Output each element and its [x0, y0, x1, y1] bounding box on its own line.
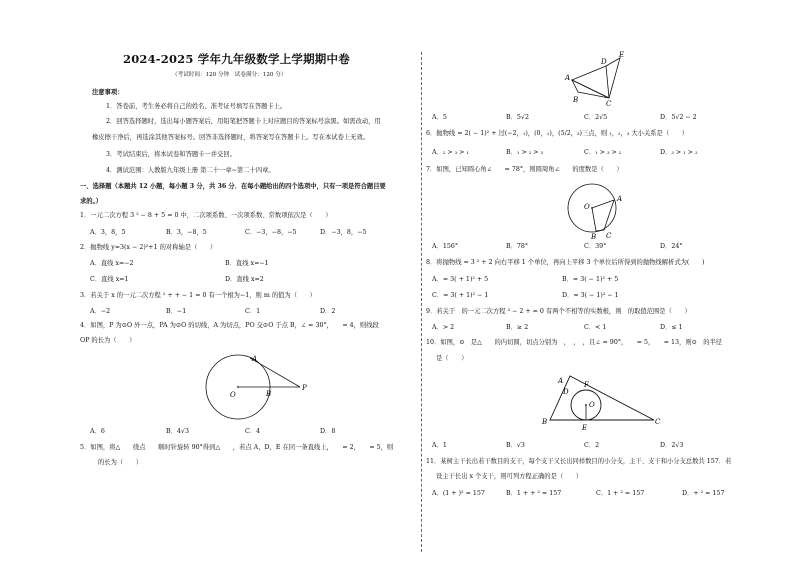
q5-label-b: B: [573, 96, 579, 104]
q7-central-angle: [592, 200, 614, 231]
q7-center-dot: [591, 207, 593, 209]
q2-option-b[interactable]: B．直线 x=−1: [225, 260, 269, 267]
q10-label-c: C: [655, 418, 661, 426]
q1-option-c[interactable]: C．−3，−8，−5: [245, 229, 297, 236]
q5-label-a: A: [565, 74, 571, 82]
q3-option-c[interactable]: C．1: [245, 308, 261, 315]
q2-stem: 2．抛物线 y=3(x − 2)²+1 的对称轴是（ ）: [80, 244, 217, 251]
q6-option-b[interactable]: B．₁ > ₂ > ₃: [506, 149, 544, 156]
note-item-2-cont: 橡皮擦干净后，再选涂其他答案标号。回答非选择题时，将答案写在答题卡上。写在本试卷上无效。: [92, 134, 370, 141]
exam-title: 2024-2025 学年九年级数学上学期期中卷: [123, 52, 350, 66]
q4-option-c[interactable]: C．4: [245, 428, 261, 435]
q4-option-b[interactable]: B．4√3: [166, 428, 189, 435]
q11-option-c[interactable]: C．1 + ² = 157: [596, 490, 645, 497]
q4-label-b: B: [266, 390, 272, 398]
q7-figure: [562, 178, 628, 240]
q7-label-o: O: [584, 203, 590, 211]
q1-option-d[interactable]: D．−3，8，−5: [320, 229, 367, 236]
q7-inscribed-angle: [596, 200, 614, 231]
q11-stem: 11．某树主干长出若干数目的支干，每个支干又长出同样数目的小分支，主干、支干和小分支总数共 157．若: [426, 458, 732, 465]
q5-figure: [564, 50, 654, 108]
q5-label-d: D: [601, 58, 607, 66]
q4-option-d[interactable]: D．8: [320, 428, 336, 435]
q4-stem-cont: OP 的长为（ ）: [80, 337, 136, 344]
q2-option-d[interactable]: D．直线 x=2: [225, 276, 264, 283]
q10-label-d: D: [563, 388, 569, 396]
q10-option-a[interactable]: A．1: [432, 442, 447, 449]
q4-stem: 4．如图，P 为⊙O 外一点，PA 为⊙O 的切线，A 为切点，PO 交⊙O 于点 B，∠ = 30°， = 4，则线段: [80, 322, 379, 329]
q3-stem: 3．若关于 x 的一元二次方程 ² + + − 1 = 0 有一个根为−1，则 m 的值为（ ）: [80, 292, 316, 299]
q3-option-a[interactable]: A．−2: [90, 308, 111, 315]
q8-option-a[interactable]: A．= 3( + 1)² + 5: [432, 276, 489, 283]
q3-option-d[interactable]: D．2: [320, 308, 336, 315]
q8-option-d[interactable]: D．= 3( − 1)² − 1: [562, 292, 619, 299]
q5-line-dc: [606, 66, 609, 98]
q4-label-o: O: [230, 391, 236, 399]
column-divider: [421, 52, 422, 552]
q4-figure: [198, 352, 318, 424]
left-column: [80, 0, 418, 561]
q6-option-d[interactable]: D．₃ > ₁ > ₂: [660, 149, 698, 156]
q1-option-b[interactable]: B．3，−8，5: [166, 229, 207, 236]
note-item-2: 2．回答选择题时，选出每小题答案后，用铅笔把答题卡上对应题目的答案标号涂黑。如需改动，用: [106, 118, 381, 125]
q10-option-c[interactable]: C．2: [584, 442, 600, 449]
q10-figure: [536, 362, 662, 434]
note-item-4: 4．测试范围：人教版九年级上册 第二十一章~第二十四章。: [106, 167, 275, 174]
q5-option-d[interactable]: D．5√2 − 2: [660, 114, 697, 121]
q10-option-d[interactable]: D．2√3: [660, 442, 684, 449]
q2-option-a[interactable]: A．直线 x=−2: [90, 260, 134, 267]
q5-label-e: E: [619, 51, 625, 59]
section1-heading-cont: 求的。）: [80, 198, 103, 205]
section1-heading: 一、选择题（本题共 12 小题，每小题 3 分，共 36 分．在每小题给出的四个选项中，只有一项是符合题目要: [80, 183, 386, 190]
q7-stem: 7．如图，已知圆心角∠ = 78°，则圆周角∠ 的度数是（ ）: [426, 166, 623, 173]
q11-option-a[interactable]: A．(1 + )² = 157: [432, 490, 485, 497]
q10-label-b: B: [542, 418, 548, 426]
q6-option-a[interactable]: A．₂ > ₃ > ₁: [432, 149, 469, 156]
q7-option-d[interactable]: D．24°: [660, 243, 683, 250]
q10-stem-cont: 是（ ）: [436, 355, 468, 362]
q5-option-b[interactable]: B．5√2: [506, 114, 529, 121]
q8-stem: 8．将抛物线 = 3 ² + 2 向右平移 1 个单位，再向上平移 3 个单位后所得到的抛物线解析式为( ): [426, 259, 705, 266]
q10-center-dot: [585, 404, 587, 406]
q8-option-c[interactable]: C．= 3( + 1)² − 1: [432, 292, 489, 299]
q9-stem: 9．若关于 的一元二次方程 ² − 2 + = 0 有两个不相等的实数根，则 的取值范围是（ ）: [426, 308, 691, 315]
q7-label-a: A: [617, 195, 623, 203]
q4-label-p: P: [302, 384, 307, 392]
q4-label-a: A: [252, 355, 258, 363]
q7-option-b[interactable]: B．78°: [506, 243, 529, 250]
q10-triangle: [550, 376, 654, 420]
q10-label-f: F: [584, 381, 589, 389]
q4-center-dot: [237, 386, 239, 388]
note-item-3: 3．考试结束后，将本试卷和答题卡一并交回。: [106, 151, 236, 158]
q4-option-a[interactable]: A．6: [90, 428, 105, 435]
exam-subtitle: （考试时间：120 分钟 试卷满分：120 分）: [172, 72, 287, 78]
q1-stem: 1．一元二次方程 3 ² − 8 + 5 = 0 中，二次项系数、一次项系数、常数项依次是（ ）: [80, 212, 332, 219]
q11-stem-cont: 设主干长出 x 个支干，则可列方程正确的是（ ）: [436, 473, 583, 480]
q6-stem: 6．抛物线 = 2( − 1)² + 过(−2，₁)，(0，₂)，(5/2，₃)三点，则 ₁，₂，₃ 大小关系是（ ）: [426, 130, 689, 137]
q2-option-c[interactable]: C．直线 x=1: [90, 276, 129, 283]
q7-label-c: C: [606, 232, 612, 240]
q3-option-b[interactable]: B．−1: [166, 308, 187, 315]
q8-option-b[interactable]: B．= 3( − 1)² + 5: [562, 276, 619, 283]
q10-label-o: O: [589, 401, 595, 409]
q11-option-b[interactable]: B．1 + + ² = 157: [506, 490, 562, 497]
q5-stem-cont: 的长为（ ）: [98, 459, 143, 466]
q7-option-c[interactable]: C．39°: [584, 243, 607, 250]
q5-option-a[interactable]: A．5: [432, 114, 447, 121]
q11-option-d[interactable]: D．+ ² = 157: [682, 490, 725, 497]
q6-option-c[interactable]: C．₁ > ₃ > ₂: [584, 149, 622, 156]
q10-label-a: A: [558, 377, 564, 385]
q7-label-b: B: [591, 233, 597, 240]
q9-option-c[interactable]: C．< 1: [584, 324, 607, 331]
q4-line-ap: [250, 358, 300, 387]
note-item-1: 1．答卷前，考生务必将自己的姓名、准考证号填写在答题卡上。: [106, 103, 287, 110]
q10-option-b[interactable]: B．√3: [506, 442, 525, 449]
q5-stem: 5．如图，将△ 绕点 顺时针旋转 90°得到△ ，若点 A，D，E 在同一条直线上， = 2， = 5，则: [80, 444, 394, 451]
q10-label-e: E: [582, 424, 588, 432]
q5-option-c[interactable]: C．2√5: [584, 114, 608, 121]
q10-stem: 10．如图，⊙ 是△ 的内切圆，切点分别为 ， ， ，且∠ = 90°， = 5， = 13，则⊙ 的半径: [426, 339, 723, 346]
q1-option-a[interactable]: A．3，8，5: [90, 229, 126, 236]
right-column: [424, 0, 764, 561]
q9-option-d[interactable]: D．≤ 1: [660, 324, 683, 331]
notes-heading: 注意事项：: [92, 89, 124, 96]
q7-option-a[interactable]: A．156°: [432, 243, 459, 250]
q5-label-c: C: [606, 100, 612, 108]
q9-option-b[interactable]: B．≥ 2: [506, 324, 529, 331]
q9-option-a[interactable]: A．> 2: [432, 324, 455, 331]
